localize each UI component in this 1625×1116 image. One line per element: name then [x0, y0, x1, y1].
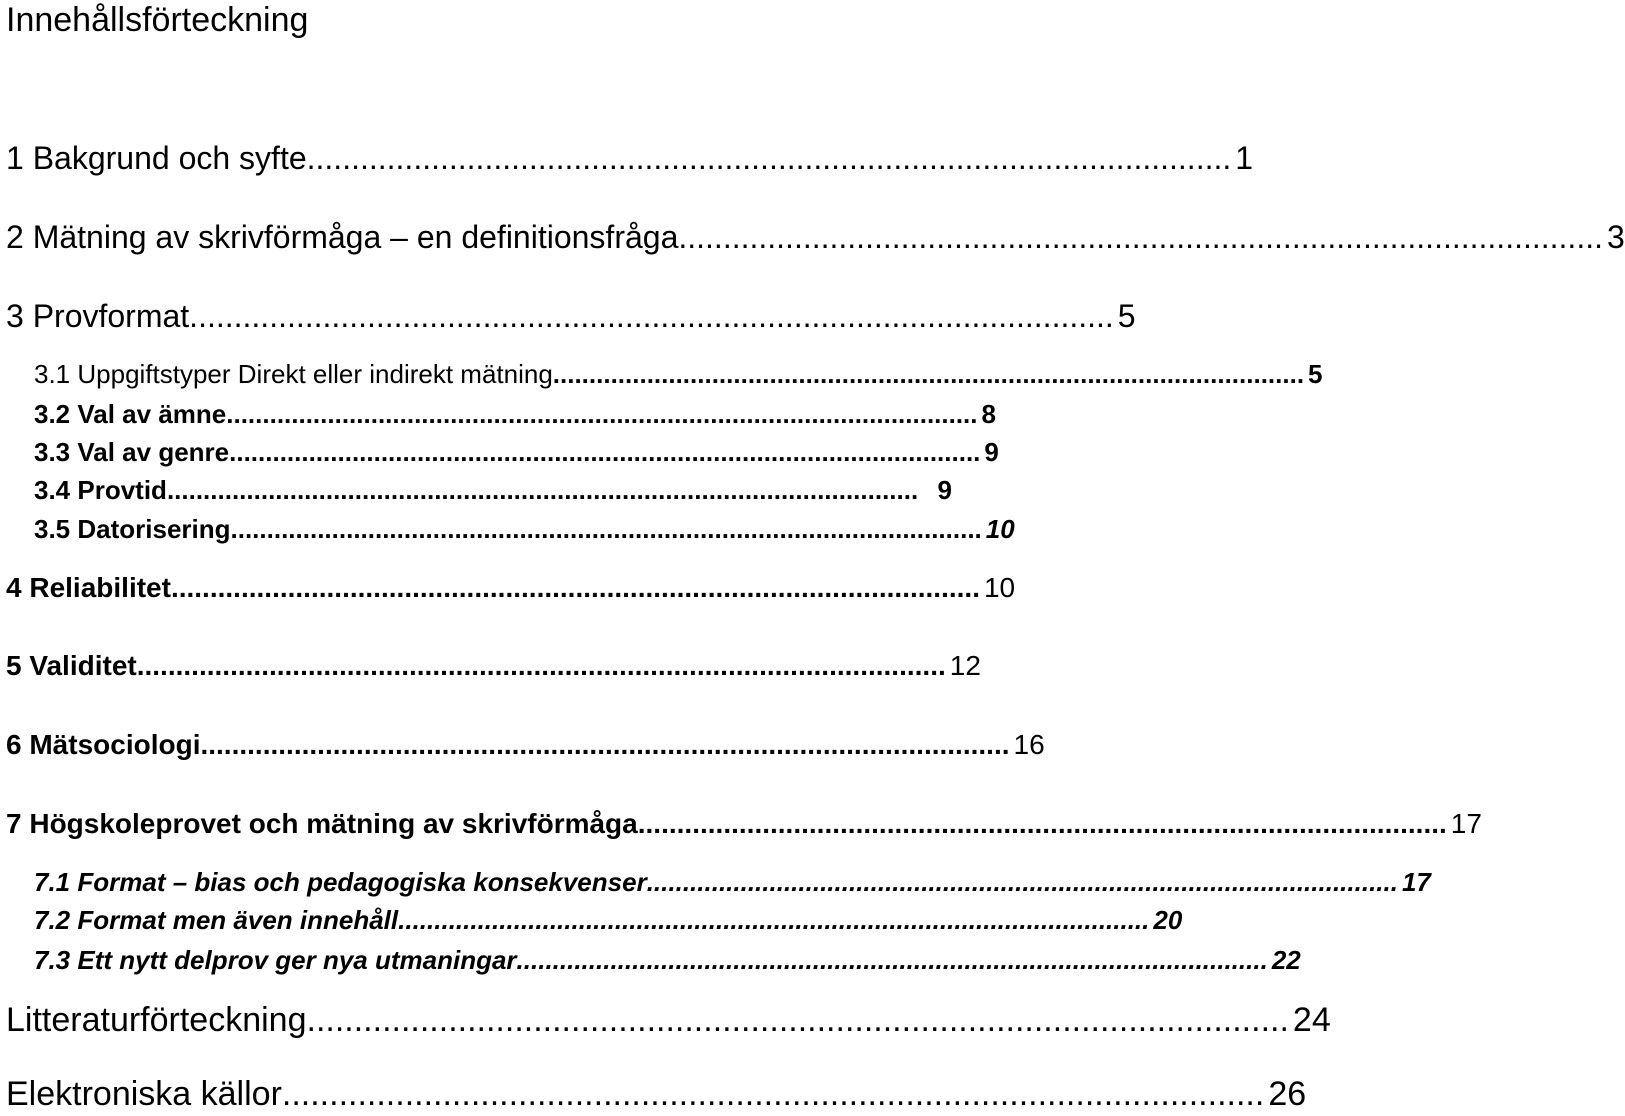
toc-entry-4[interactable]: [6, 570, 1016, 606]
toc-label: 7.2 Format men även innehåll: [34, 905, 399, 935]
toc-entry-7-2[interactable]: [34, 904, 1183, 936]
toc-entry-elektroniska[interactable]: [6, 1074, 1307, 1114]
toc-leader: ........................................................................................................: [306, 140, 1232, 176]
toc-leader: ........................................................................................................: [226, 399, 978, 429]
toc-label: 7.1 Format – bias och pedagogiska konsekvenser: [34, 867, 647, 897]
page-title: Innehållsförteckning: [6, 1, 309, 39]
toc-leader: ........................................................................................................: [281, 1075, 1265, 1113]
toc-leader: ........................................................................................................: [136, 650, 946, 681]
toc-page: 24: [1292, 1001, 1331, 1039]
toc-entry-litteratur[interactable]: [6, 1000, 1331, 1040]
toc-page: 3: [1606, 219, 1625, 255]
toc-entry-5[interactable]: [6, 648, 981, 684]
toc-label: 3 Provformat: [6, 298, 190, 334]
toc-entry-3-3[interactable]: [34, 436, 999, 468]
toc-page: 8: [981, 399, 996, 429]
toc-entry-1[interactable]: [6, 138, 1254, 178]
toc-page: 16: [1013, 729, 1045, 760]
toc-leader: ........................................................................................................: [646, 867, 1398, 897]
toc-leader: ........................................................................................................: [678, 219, 1603, 255]
toc-leader: ........................................................................................................: [170, 572, 980, 603]
toc-label: 1 Bakgrund och syfte: [6, 140, 307, 176]
toc-page: 5: [1117, 298, 1136, 334]
toc-entry-3-1[interactable]: [34, 358, 1323, 390]
toc-leader: ........................................................................................................: [230, 514, 982, 544]
toc-label: Elektroniska källor: [6, 1075, 282, 1113]
toc-label: 7 Högskoleprovet och mätning av skrivförmåga: [6, 808, 638, 839]
toc-label: 3.5 Datorisering: [34, 514, 231, 544]
toc-leader: ........................................................................................................: [516, 945, 1268, 975]
toc-label: 3.1 Uppgiftstyper Direkt eller indirekt mätning: [34, 359, 553, 389]
toc-entry-3-4[interactable]: [34, 474, 952, 506]
toc-label: 7.3 Ett nytt delprov ger nya utmaningar: [34, 945, 517, 975]
toc-label: 5 Validitet: [6, 650, 137, 681]
toc-label: 2 Mätning av skrivförmåga – en definitionsfråga: [6, 219, 679, 255]
toc-page: 20: [1153, 905, 1183, 935]
toc-page: 1: [1235, 140, 1254, 176]
toc-leader: ........................................................................................................: [306, 1001, 1289, 1039]
toc-label: 3.3 Val av genre: [34, 437, 230, 467]
toc-page: 22: [1271, 945, 1301, 975]
toc-leader: ........................................................................................................: [229, 437, 981, 467]
toc-entry-7[interactable]: [6, 806, 1482, 842]
toc-label: 4 Reliabilitet: [6, 572, 171, 603]
toc-leader: ........................................................................................................: [189, 298, 1114, 334]
toc-label: 3.2 Val av ämne: [34, 399, 227, 429]
toc-page: 17: [1450, 808, 1482, 839]
toc-label: 3.4 Provtid: [34, 475, 167, 505]
toc-leader: ........................................................................................................: [637, 808, 1447, 839]
toc-entry-3-5[interactable]: [34, 513, 1015, 545]
toc-leader: ........................................................................................................: [166, 475, 919, 505]
toc-entry-7-1[interactable]: [34, 866, 1431, 898]
toc-page: 17: [1401, 867, 1431, 897]
toc-leader: ........................................................................................................: [552, 359, 1305, 389]
toc-entry-3-2[interactable]: [34, 398, 996, 430]
toc-entry-7-3[interactable]: [34, 944, 1301, 976]
toc-page: 10: [983, 572, 1016, 603]
toc-leader: ........................................................................................................: [398, 905, 1150, 935]
toc-label: Litteraturförteckning: [6, 1001, 307, 1039]
toc-entry-3[interactable]: [6, 296, 1136, 336]
toc-entry-6[interactable]: [6, 727, 1045, 763]
toc-page: 12: [949, 650, 981, 681]
toc-label: 6 Mätsociologi: [6, 729, 201, 760]
toc-entry-2[interactable]: [6, 217, 1625, 257]
toc-page: 9: [937, 475, 952, 505]
toc-page: 9: [984, 437, 999, 467]
toc-page: 26: [1268, 1075, 1307, 1113]
toc-leader: ........................................................................................................: [200, 729, 1010, 760]
toc-page: 5: [1308, 359, 1323, 389]
toc-page: 10: [985, 514, 1015, 544]
